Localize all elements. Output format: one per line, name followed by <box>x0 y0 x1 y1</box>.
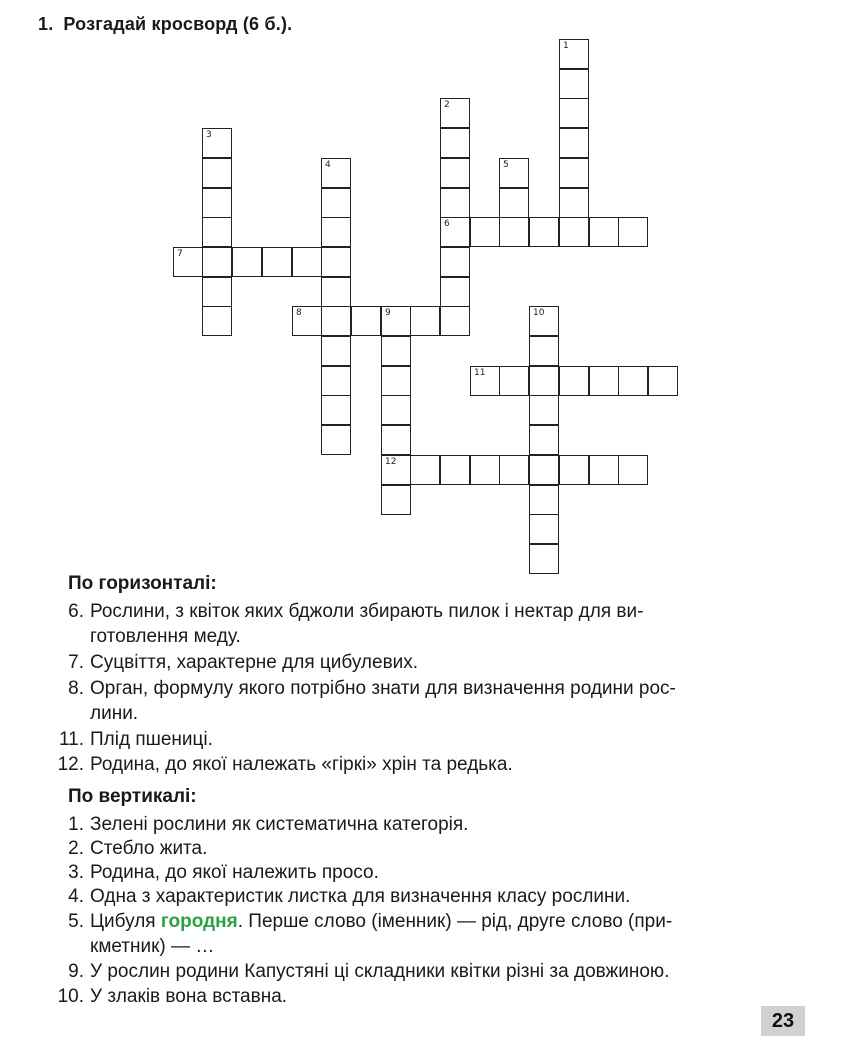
crossword-cell[interactable] <box>529 336 559 366</box>
crossword-cell[interactable] <box>470 455 500 485</box>
crossword-cell[interactable] <box>499 455 529 485</box>
crossword-cell[interactable] <box>529 217 559 247</box>
crossword-cell[interactable] <box>440 128 470 158</box>
clue-text: Суцвіття, характерне для цибулевих. <box>90 652 419 673</box>
crossword-cell[interactable] <box>440 455 470 485</box>
crossword-cell[interactable] <box>529 485 559 515</box>
crossword-cell[interactable] <box>321 247 351 277</box>
crossword-cell[interactable] <box>618 366 648 396</box>
crossword-cell[interactable] <box>529 455 559 485</box>
crossword-cell[interactable] <box>589 217 619 247</box>
crossword-cell[interactable] <box>351 306 381 336</box>
cell-clue-number: 11 <box>474 368 486 378</box>
crossword-cell[interactable] <box>262 247 292 277</box>
crossword-cell[interactable] <box>440 217 470 247</box>
crossword-cell[interactable] <box>440 306 470 336</box>
crossword-cell[interactable] <box>321 395 351 425</box>
crossword-cell[interactable] <box>618 455 648 485</box>
crossword-cell[interactable] <box>559 455 589 485</box>
crossword-cell[interactable] <box>618 217 648 247</box>
crossword-cell[interactable] <box>321 366 351 396</box>
clue-number: 3. <box>68 862 84 883</box>
cell-clue-number: 4 <box>325 160 331 170</box>
task-number: 1. <box>38 14 54 34</box>
page-number: 23 <box>761 1006 805 1036</box>
crossword-cell[interactable] <box>202 158 232 188</box>
clue-text: Орган, формулу якого потрібно знати для визначення родини рос- <box>90 678 676 699</box>
clue-text-cont: кметник) — … <box>90 936 215 957</box>
clue-text: Рослини, з квіток яких бджоли збирають пилок і нектар для ви- <box>90 601 644 622</box>
clue-text: Зелені рослини як систематична категорія. <box>90 814 469 835</box>
clue-text-cont: готовлення меду. <box>90 626 241 647</box>
clue-number: 4. <box>68 886 84 907</box>
crossword-cell[interactable] <box>589 455 619 485</box>
vertical-heading: По вертикалі: <box>68 786 197 807</box>
clue-number: 5. <box>68 911 84 932</box>
clue-number: 12. <box>57 754 84 775</box>
crossword-cell[interactable] <box>559 69 589 99</box>
cell-clue-number: 5 <box>503 160 509 170</box>
crossword-cell[interactable] <box>321 306 351 336</box>
clue-number: 9. <box>68 961 84 982</box>
crossword-cell[interactable] <box>440 247 470 277</box>
crossword-cell[interactable] <box>292 306 322 336</box>
clue-text-part: Цибуля <box>90 911 161 932</box>
crossword-cell[interactable] <box>440 98 470 128</box>
crossword-cell[interactable] <box>202 188 232 218</box>
crossword-cell[interactable] <box>321 158 351 188</box>
crossword-cell[interactable] <box>321 277 351 307</box>
crossword-cell[interactable] <box>529 544 559 574</box>
crossword-cell[interactable] <box>202 247 232 277</box>
crossword-cell[interactable] <box>470 366 500 396</box>
crossword-cell[interactable] <box>529 366 559 396</box>
crossword-cell[interactable] <box>173 247 203 277</box>
crossword-cell[interactable] <box>499 188 529 218</box>
crossword-cell[interactable] <box>202 277 232 307</box>
crossword-cell[interactable] <box>410 455 440 485</box>
crossword-cell[interactable] <box>440 277 470 307</box>
crossword-cell[interactable] <box>202 128 232 158</box>
crossword-cell[interactable] <box>440 188 470 218</box>
crossword-cell[interactable] <box>381 306 411 336</box>
crossword-cell[interactable] <box>529 306 559 336</box>
clue-number: 11. <box>58 729 84 750</box>
crossword-cell[interactable] <box>499 366 529 396</box>
crossword-cell[interactable] <box>321 425 351 455</box>
clue-text: Одна з характеристик листка для визначення класу рослини. <box>90 886 631 907</box>
clue-text: Родина, до якої належить просо. <box>90 862 379 883</box>
clue-number: 6. <box>68 601 84 622</box>
cell-clue-number: 6 <box>444 219 450 229</box>
crossword-cell[interactable] <box>321 188 351 218</box>
crossword-cell[interactable] <box>529 514 559 544</box>
crossword-cell[interactable] <box>381 395 411 425</box>
crossword-cell[interactable] <box>381 485 411 515</box>
crossword-cell[interactable] <box>559 188 589 218</box>
crossword-cell[interactable] <box>202 306 232 336</box>
clue-number: 7. <box>68 652 84 673</box>
clue-number: 10. <box>57 986 84 1007</box>
task-title-text: Розгадай кросворд (6 б.). <box>63 14 293 34</box>
clue-number: 1. <box>68 814 84 835</box>
crossword-cell[interactable] <box>529 425 559 455</box>
cell-clue-number: 10 <box>533 308 545 318</box>
cell-clue-number: 1 <box>563 41 569 51</box>
crossword-cell[interactable] <box>559 366 589 396</box>
crossword-cell[interactable] <box>410 306 440 336</box>
clue-text-cont: лини. <box>90 703 139 724</box>
crossword-cell[interactable] <box>470 217 500 247</box>
crossword-cell[interactable] <box>499 217 529 247</box>
crossword-cell[interactable] <box>232 247 262 277</box>
horizontal-heading: По горизонталі: <box>68 573 217 594</box>
clue-number: 8. <box>68 678 84 699</box>
clue-number: 2. <box>68 838 84 859</box>
clue-text-part: . Перше слово (іменник) — рід, друге слово (при- <box>237 911 673 932</box>
highlighted-term: городня <box>160 911 238 932</box>
crossword-cell[interactable] <box>559 217 589 247</box>
cell-clue-number: 2 <box>444 100 450 110</box>
clue-text: У злаків вона вставна. <box>90 986 288 1007</box>
clue-text: У рослин родини Капустяні ці складники квітки різні за довжиною. <box>90 961 670 982</box>
crossword-cell[interactable] <box>292 247 322 277</box>
clue-text: Стебло жита. <box>90 838 208 859</box>
crossword-cell[interactable] <box>559 158 589 188</box>
cell-clue-number: 8 <box>296 308 302 318</box>
clue-text: Родина, до якої належать «гіркі» хрін та редька. <box>90 754 513 775</box>
crossword-cell[interactable] <box>589 366 619 396</box>
crossword-cell[interactable] <box>321 217 351 247</box>
crossword-cell[interactable] <box>559 98 589 128</box>
crossword-cell[interactable] <box>648 366 678 396</box>
crossword-cell[interactable] <box>559 39 589 69</box>
cell-clue-number: 12 <box>385 457 397 467</box>
crossword-cell[interactable] <box>559 128 589 158</box>
clue-text <box>90 909 784 934</box>
clue-text: Плід пшениці. <box>90 729 213 750</box>
crossword-cell[interactable] <box>381 336 411 366</box>
cell-clue-number: 3 <box>206 130 212 140</box>
crossword-cell[interactable] <box>381 455 411 485</box>
crossword-cell[interactable] <box>499 158 529 188</box>
crossword-cell[interactable] <box>321 336 351 366</box>
cell-clue-number: 9 <box>385 308 391 318</box>
crossword-cell[interactable] <box>440 158 470 188</box>
crossword-cell[interactable] <box>381 366 411 396</box>
crossword-cell[interactable] <box>529 395 559 425</box>
cell-clue-number: 7 <box>177 249 183 259</box>
crossword-cell[interactable] <box>202 217 232 247</box>
crossword-cell[interactable] <box>381 425 411 455</box>
